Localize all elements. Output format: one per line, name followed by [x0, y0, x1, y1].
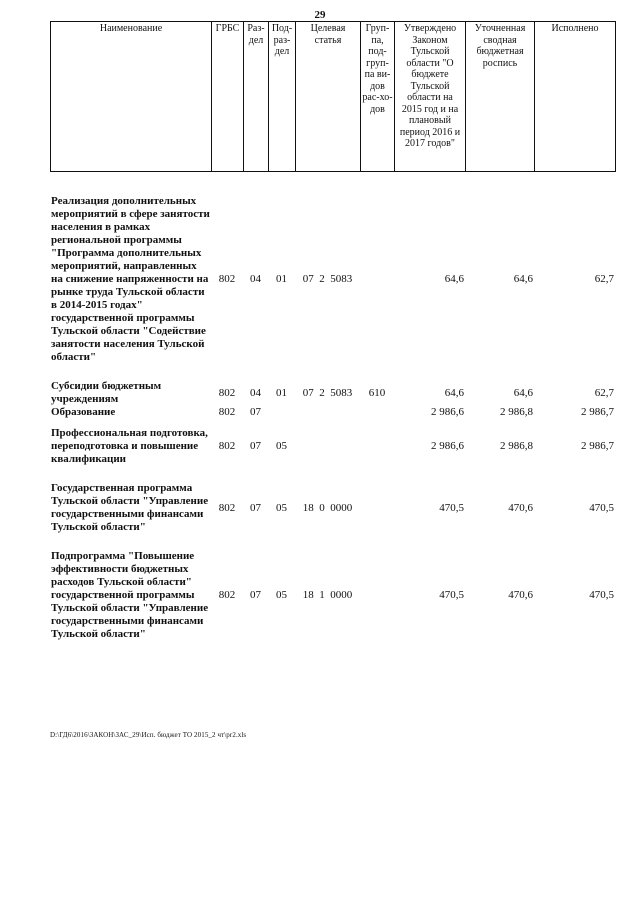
row-podrazdel: 05	[276, 501, 287, 514]
row-approved: 470,5	[439, 501, 464, 514]
table-row	[50, 550, 615, 641]
target-program: 18	[302, 589, 314, 601]
row-name: Образование	[51, 406, 116, 418]
row-grbs: 802	[218, 386, 236, 399]
header-razdel: Раз-дел	[244, 22, 269, 172]
row-executed: 62,7	[594, 386, 614, 399]
row-expense-group: 610	[368, 386, 386, 399]
header-table	[50, 21, 616, 172]
row-expense-group	[360, 195, 394, 364]
table-row	[50, 380, 615, 406]
row-razdel: 04	[250, 273, 261, 285]
table-row	[50, 195, 615, 364]
row-expense-group	[360, 482, 394, 534]
header-podrazdel: Под-раз-дел	[269, 22, 296, 172]
target-direction: 5083	[330, 273, 353, 285]
row-grbs: 802	[218, 273, 236, 285]
row-razdel: 07	[250, 589, 261, 601]
row-refined: 64,6	[513, 273, 533, 285]
row-name: Подпрограмма "Повышение эффективности бюджетных расходов Тульской области" государственной программы Тульской области "Управление государственными финансами Тульской области"	[51, 550, 209, 640]
row-name: Профессиональная подготовка, переподготовка и повышение квалификации	[51, 427, 208, 465]
header-name: Наименование	[51, 22, 212, 172]
budget-table	[50, 195, 615, 641]
row-grbs: 802	[218, 406, 236, 418]
row-approved: 2 986,6	[431, 440, 464, 452]
row-refined: 470,6	[508, 589, 533, 601]
row-expense-group	[360, 550, 394, 641]
row-podrazdel: 01	[276, 273, 287, 285]
target-direction: 0000	[330, 589, 353, 601]
row-executed: 2 986,7	[581, 440, 614, 452]
row-grbs: 802	[218, 589, 236, 601]
row-refined: 2 986,8	[500, 406, 533, 418]
row-approved: 64,6	[444, 273, 464, 285]
row-razdel: 07	[250, 501, 261, 514]
row-target-article	[295, 406, 360, 419]
row-refined: 2 986,8	[500, 440, 533, 452]
target-program: 07	[302, 386, 314, 399]
header-executed: Исполнено	[535, 22, 616, 172]
row-expense-group	[360, 406, 394, 419]
table-row	[50, 482, 615, 534]
page-number: 29	[314, 9, 326, 21]
row-podrazdel: 05	[276, 589, 287, 601]
target-direction: 0000	[330, 501, 353, 514]
row-refined: 470,6	[508, 501, 533, 514]
row-expense-group	[360, 427, 394, 466]
table-row	[50, 427, 615, 466]
row-razdel: 07	[250, 440, 261, 452]
row-name: Субсидии бюджетным учреждениям	[51, 380, 162, 405]
row-grbs: 802	[218, 440, 236, 452]
row-refined: 64,6	[513, 386, 533, 399]
target-subprogram: 2	[319, 273, 325, 285]
row-target-article	[295, 482, 360, 534]
row-approved: 2 986,6	[431, 406, 464, 418]
target-subprogram: 2	[319, 386, 325, 399]
row-executed: 470,5	[589, 589, 614, 601]
target-program: 07	[302, 273, 314, 285]
target-direction: 5083	[330, 386, 353, 399]
header-expense-group: Груп-па, под-груп-па ви-дов рас-хо-дов	[361, 22, 395, 172]
row-grbs: 802	[218, 501, 236, 514]
header-grbs: ГРБС	[212, 22, 244, 172]
row-podrazdel	[268, 406, 295, 419]
row-podrazdel: 01	[276, 386, 287, 399]
row-approved: 64,6	[444, 386, 464, 399]
row-name: Реализация дополнительных мероприятий в сфере занятости населения в рамках региональной программы "Программа дополнительных мероприятий, направленных на снижение напряженности на рынке труда Тульской области в 2014-2015 годах" государственной программы Тульской области "Содействие занятости населения Тульской области"	[51, 195, 210, 363]
row-target-article	[295, 427, 360, 466]
target-program: 18	[302, 501, 314, 514]
row-podrazdel: 05	[276, 440, 287, 452]
header-refined: Уточненная сводная бюджетная роспись	[466, 22, 535, 172]
header-target-article: Целевая статья	[296, 22, 361, 172]
row-executed: 470,5	[589, 501, 614, 514]
row-target-article	[295, 380, 360, 406]
target-subprogram: 0	[319, 501, 325, 514]
target-subprogram: 1	[319, 589, 325, 601]
row-approved: 470,5	[439, 589, 464, 601]
row-executed: 62,7	[594, 273, 614, 285]
row-name: Государственная программа Тульской области "Управление государственными финансами Тульской области"	[51, 482, 209, 533]
row-razdel: 04	[250, 386, 261, 399]
file-path-footer: D:\ГД6\2016\ЗАКОН\ЗАС_29\Исп. бюджет ТО 2015_2 чт\pr2.xls	[50, 731, 247, 739]
row-target-article	[295, 195, 360, 364]
header-approved: Утверждено Законом Тульской области "О бюджете Тульской области на 2015 год и на плановый период 2016 и 2017 годов"	[395, 22, 466, 172]
row-executed: 2 986,7	[581, 406, 614, 418]
row-razdel: 07	[250, 406, 261, 418]
table-row	[50, 406, 615, 419]
row-target-article	[295, 550, 360, 641]
